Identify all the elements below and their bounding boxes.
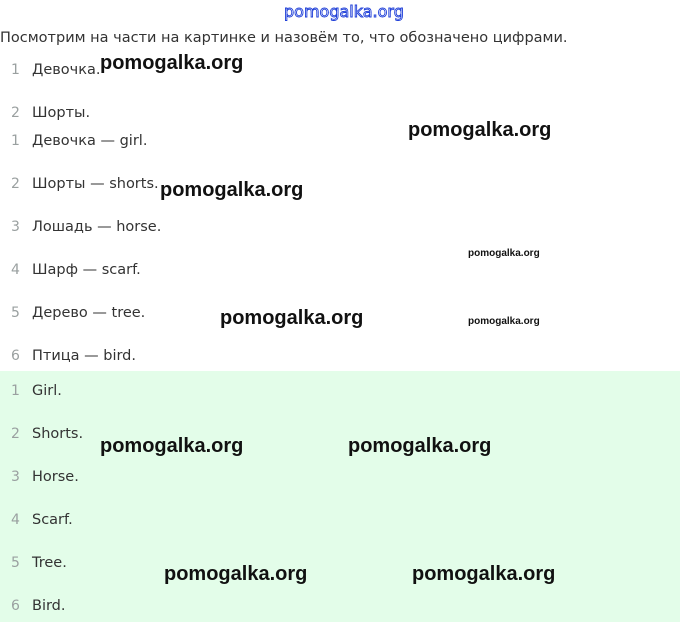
item-text: Дерево — tree. [32, 305, 146, 321]
watermark: pomogalka.org [100, 435, 244, 457]
item-number: 5 [11, 555, 20, 571]
item-number: 1 [11, 62, 20, 78]
watermark: pomogalka.org [220, 307, 364, 329]
item-number: 2 [11, 176, 20, 192]
watermark: pomogalka.org [164, 563, 308, 585]
watermark: pomogalka.org [468, 316, 540, 327]
item-text: Шарф — scarf. [32, 262, 141, 278]
item-number: 1 [11, 383, 20, 399]
intro-text: Посмотрим на части на картинке и назовём то, что обозначено цифрами. [0, 30, 568, 46]
item-number: 6 [11, 348, 20, 364]
item-text: Шорты. [32, 105, 91, 121]
item-text: Tree. [32, 555, 67, 571]
item-text: Шорты — shorts. [32, 176, 159, 192]
item-text: Девочка. [32, 62, 101, 78]
watermark: pomogalka.org [412, 563, 556, 585]
item-number: 4 [11, 262, 20, 278]
item-text: Shorts. [32, 426, 84, 442]
watermark: pomogalka.org [468, 248, 540, 259]
item-text: Лошадь — horse. [32, 219, 162, 235]
watermark: pomogalka.org [348, 435, 492, 457]
item-number: 4 [11, 512, 20, 528]
item-text: Девочка — girl. [32, 133, 148, 149]
item-number: 2 [11, 105, 20, 121]
item-number: 3 [11, 219, 20, 235]
item-number: 1 [11, 133, 20, 149]
site-watermark-header: pomogalka.org [284, 2, 404, 21]
item-number: 2 [11, 426, 20, 442]
item-text: Птица — bird. [32, 348, 136, 364]
watermark: pomogalka.org [100, 52, 244, 74]
watermark: pomogalka.org [160, 179, 304, 201]
item-text: Horse. [32, 469, 79, 485]
answer-block [0, 371, 680, 622]
item-number: 3 [11, 469, 20, 485]
item-number: 6 [11, 598, 20, 614]
watermark: pomogalka.org [408, 119, 552, 141]
item-text: Girl. [32, 383, 62, 399]
item-number: 5 [11, 305, 20, 321]
item-text: Scarf. [32, 512, 73, 528]
item-text: Bird. [32, 598, 66, 614]
